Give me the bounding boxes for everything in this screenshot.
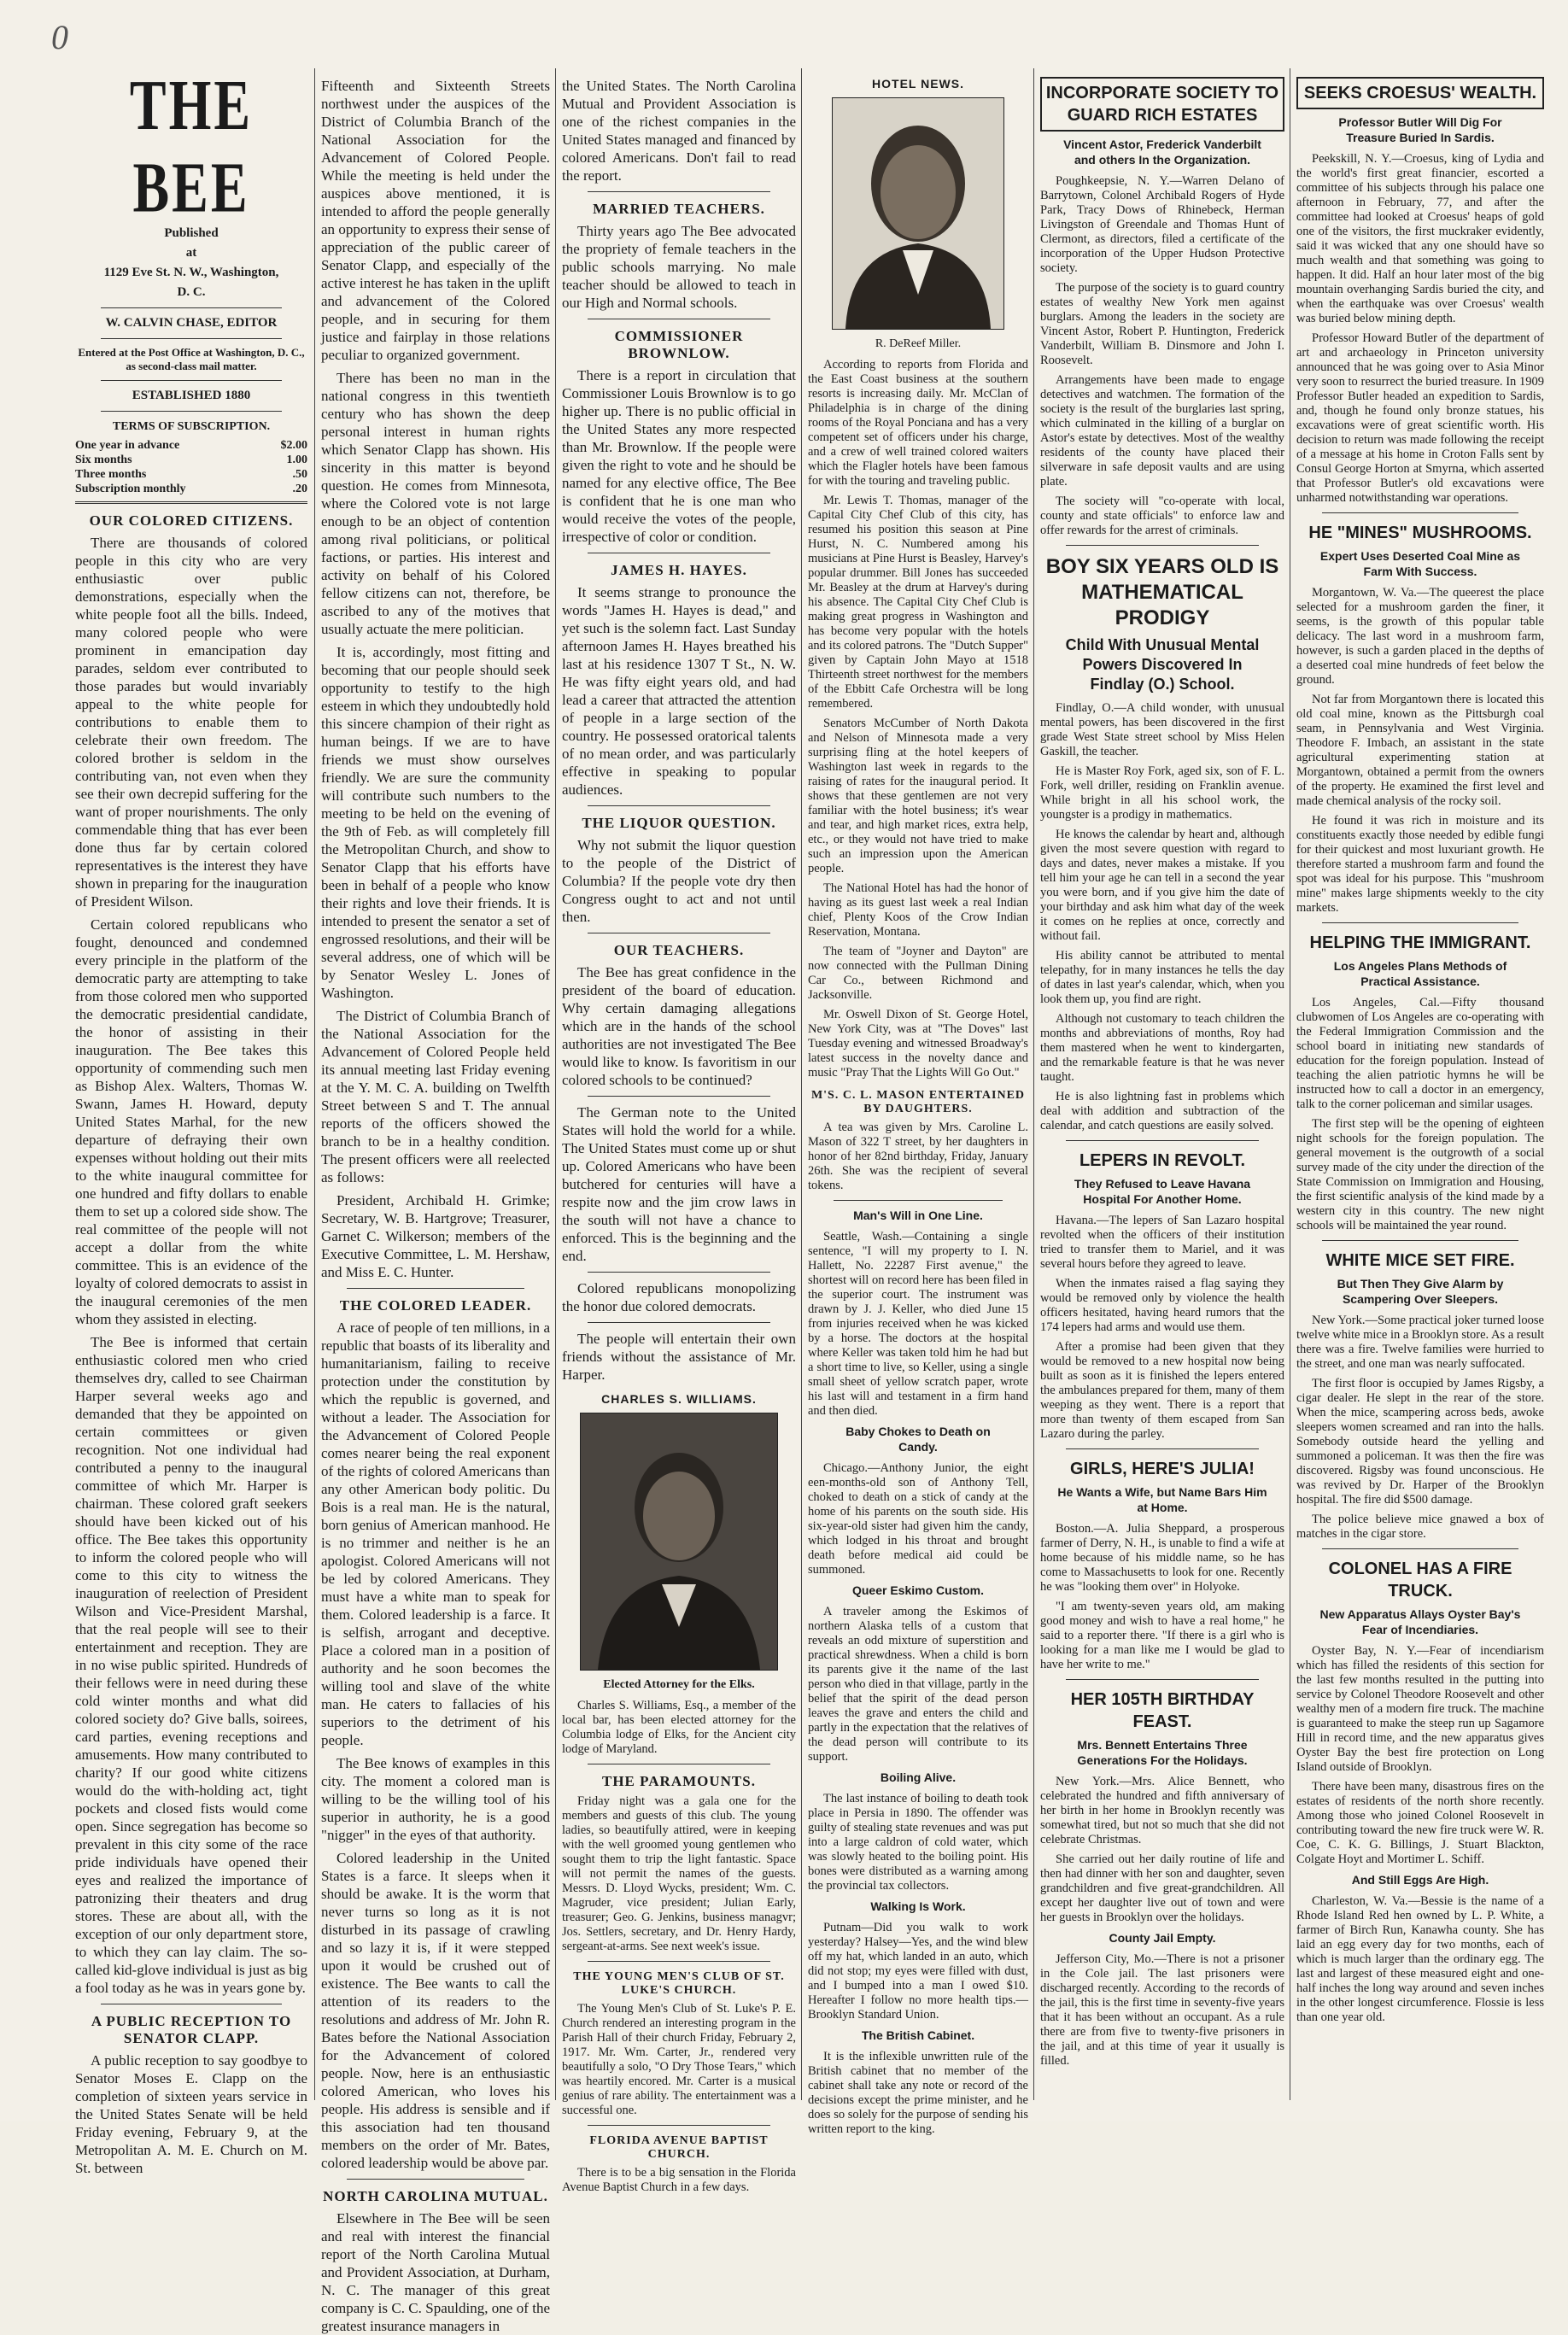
article-paragraph: His ability cannot be attributed to mental telepathy, for in many instances he tells the day of dates in last year's calendar, which, when you look them up, you find are right. [1040, 949, 1284, 1006]
subheadline: But Then They Give Alarm by Scampering Over Sleepers. [1337, 1277, 1504, 1306]
article-paragraph: When the inmates raised a flag saying they would be removed only by violence the health officers hesitated, having heard rumors that the 174 lepers had arms and would use them. [1040, 1277, 1284, 1334]
article-paragraph: It seems strange to pronounce the words "James H. Hayes is dead," and yet such is the solemn fact. Last Sunday afternoon James H. Hayes breathed his last at his residence 1307 T St., N. W. He was fifty eight years old, and had lead a career that attracted the attention of people in a large section of the country. He possessed oratorical talents of no mean order, and was particularly effective in speaking to popular audiences. [562, 584, 796, 798]
article-paragraph: The Bee has great confidence in the president of the board of education. Why certain damaging allegations which are in the hands of the school authorities are not investigated The Bee would like to know. Is favoritism in our colored schools to be continued? [562, 964, 796, 1088]
article-paragraph: Charleston, W. Va.—Bessie is the name of a Rhode Island Red hen owned by L. P. White, a farmer of Birch Run, Kanawha county. She has laid an egg every day for two months, each of which is much larger than the ordinary egg. The last and largest of these measured eight and one-half inches the long way around and seven inches in the other longest circumference. Flossie is less than one year old. [1296, 1894, 1544, 2024]
article-paragraph: A race of people of ten millions, in a republic that boasts of its liberality and humanitarianism, failing to receive protection under the constitution by which the republic is governed, and without a leader. The Association for the Advancement of Colored People comes nearer being the real exponent of the rights of colored Americans than any other American body politic. Du Bois is a real man. He is the natural, born genius of American manhood. He is no trimmer and neither is he an apologist. Colored Americans will not be led by colored Americans. They must have a white man to speak for them. Colored leadership is a farce. It is selfish, arrogant and deceptive. Place a colored man in a position of authority and he soon becomes the willing tool and slave of the white man. He caters to fallacies of his superiors to the detriment of his people. [321, 1320, 550, 1748]
masthead-title: THE BEE [129, 66, 254, 227]
column-rule [555, 68, 556, 2100]
headline: GIRLS, HERE'S JULIA! [1070, 1460, 1255, 1478]
article-paragraph: Morgantown, W. Va.—The queerest the place selected for a mushroom garden the finer, it seems, is the growth of this popular table delicacy. The last word in a mushroom farm, however, is such a garden placed in the depths of a deserted coal mine hundreds of feet below the ground. [1296, 586, 1544, 687]
subheadline: Mrs. Bennett Entertains Three Generations For the Holidays. [1077, 1738, 1248, 1767]
article-paragraph: Poughkeepsie, N. Y.—Warren Delano of Barrytown, Colonel Archibald Rogers of Hyde Park, Tracy Dows of Rhinebeck, Herman Livingston of Greendale and Thomas Hunt of Clermont, as directors, filed a certificate of the incorporation of the Upper Hudson Protective society. [1040, 174, 1284, 275]
article-paragraph: The National Hotel has had the honor of having as its guest last week a real Indian chief, Plenty Koos of the Crow Indian Reservation, Montana. [808, 881, 1028, 939]
masthead-entered: Entered at the Post Office at Washington, D. C., as second-class mail matter. [78, 346, 305, 372]
portrait-silhouette-icon [581, 1413, 777, 1670]
article-paragraph: the United States. The North Carolina Mutual and Provident Association is one of the richest companies in the United States managed and financed by colored Americans. Don't fail to read the report. [562, 78, 796, 184]
article-paragraph: The last instance of boiling to death took place in Persia in 1890. The offender was guilty of stealing state revenues and was put into a large caldron of cold water, which was slowly heated to the boiling point. His bones were distributed as a warning among the provincial tax collectors. [808, 1792, 1028, 1893]
column-3 [562, 77, 796, 2194]
article-paragraph: A traveler among the Eskimos of northern Alaska tells of a custom that reveals an odd mixture of superstition and practical shrewdness. When a child is born its parents give it the name of the last person who died in that village, partly in the belief that the spirit of the dead person leaves the grave and enters the child and partly in the expectation that the relatives of the dead person will contribute to its support. [808, 1605, 1028, 1764]
headline: HOTEL NEWS. [872, 77, 964, 91]
subheadline: New Apparatus Allays Oyster Bay's Fear of Incendiaries. [1319, 1607, 1521, 1636]
article-paragraph: Los Angeles, Cal.—Fifty thousand clubwomen of Los Angeles are co-operating with the Federal Immigration Commission and the school board in initiating new standards of education for the foreign population. Instead of teaching the alien patriotic hymns he will be instructed how to call a doctor in an emergency, talk to the corner policeman and similar usages. [1296, 996, 1544, 1111]
photo-title: CHARLES S. WILLIAMS. [601, 1392, 757, 1406]
article-paragraph: Colored republicans monopolizing the honor due colored democrats. [562, 1280, 796, 1314]
article-paragraph: Havana.—The lepers of San Lazaro hospital revolted when the officers of their institution tried to transfer them to Mariel, and it was several hours before they agreed to leave. [1040, 1214, 1284, 1271]
masthead-at: at [185, 246, 197, 260]
photo-caption: Elected Attorney for the Elks. [603, 1678, 755, 1691]
terms-row: Six months 1.00 [75, 454, 307, 466]
article-paragraph: The Young Men's Club of St. Luke's P. E. Church rendered an interesting program in the Parish Hall of their church Friday, February 2, 1917. Mr. Wm. Carter, Jr., rendered very beautifully a solo, "O Dry Those Tears," which was heartily encored. Mr. Carter is a musical genius of rare ability. The entertainment was a successful one. [562, 2002, 796, 2117]
headline: County Jail Empty. [1109, 1931, 1216, 1945]
headline: Man's Will in One Line. [853, 1208, 983, 1222]
photo-caption: R. DeReef Miller. [875, 337, 962, 350]
article-paragraph: According to reports from Florida and the East Coast business at the southern resorts is increasing daily. Mr. McClan of Philadelphia is in charge of the dining rooms of the Royal Ponciana and has a very competent set of officers under his charge, and a crew of well trained colored waiters which the Flagler hotels have been famous for with the touring and traveling public. [808, 358, 1028, 488]
headline: THE COLORED LEADER. [339, 1297, 532, 1314]
article-paragraph: President, Archibald H. Grimke; Secretary, W. B. Hartgrove; Treasurer, Garnet C. Wilkerson; members of the Executive Committee, L. M. Hershaw, and Miss E. C. Hunter. [321, 1192, 550, 1280]
subheadline: Professor Butler Will Dig For Treasure Buried In Sardis. [1338, 115, 1502, 144]
column-rule [314, 68, 315, 2100]
article-paragraph: It is the inflexible unwritten rule of the British cabinet that no member of the cabinet shall take any note or record of the decisions except the prime minister, and he does so solely for the purpose of sending his written report to the king. [808, 2050, 1028, 2136]
article-paragraph: There is a report in circulation that Commissioner Louis Brownlow is to go higher up. There is no public official in the United States any more respected than Mr. Brownlow. If the people were given the right to vote and he should be named for any elective office, The Bee is confident that he is one man who would receive the votes of the people, irrespective of color or condition. [562, 367, 796, 545]
headline: SEEKS CROESUS' WEALTH. [1303, 84, 1537, 102]
subheadline: Expert Uses Deserted Coal Mine as Farm With Success. [1319, 549, 1521, 578]
headline: LEPERS IN REVOLT. [1079, 1151, 1246, 1170]
headline: M'S. C. L. MASON ENTERTAINED BY DAUGHTERS. [810, 1089, 1026, 1115]
headline: COLONEL HAS A FIRE TRUCK. [1328, 1560, 1512, 1601]
portrait-silhouette-icon [833, 98, 1003, 329]
subheadline: They Refused to Leave Havana Hospital For Another Home. [1074, 1177, 1251, 1206]
article-paragraph: The first step will be the opening of eighteen night schools for the foreign population. The general movement is the outgrowth of a social survey made of the city under the direction of the State Commission on Immigration and Housing, the first scientific analysis of the kind made by a western city in this country. The new night schools will be maintained the year round. [1296, 1117, 1544, 1232]
terms-row: Subscription monthly .20 [75, 483, 307, 495]
article-paragraph: He is Master Roy Fork, aged six, son of F. L. Fork, well driller, residing on Franklin avenue. While bright in all his school work, the youngster is a prodigy in mathematics. [1040, 764, 1284, 822]
article-paragraph: After a promise had been given that they would be removed to a new hospital now being built as soon as it is finished the lepers entered the ambulances prepared for them, many of them weeping as they went. There is a report that more than twenty of them escaped from San Lazaro during the parley. [1040, 1340, 1284, 1441]
column-rule [801, 68, 802, 2100]
column-6 [1296, 77, 1544, 2096]
article-paragraph: The people will entertain their own friends without the assistance of Mr. Harper. [562, 1331, 796, 1383]
article-paragraph: Mr. Lewis T. Thomas, manager of the Capital City Chef Club of this city, has resumed his position this season at Pine Hurst, N. C. Numbered among his musicians at Pine Hurst is Beasley, Harvey's popular drummer. Bill Jones has succeeded Mr. Beasley at the drum at Harvey's during his absence. The Capital City Chef Club is making great progress in Washington and has become very popular with the hotels and its colored patrons. The "Dutch Supper" given by Captain John Mayo at 1518 Thirteenth street northwest for the members of the Ebbitt Cafe Orchestra will be long remembered. [808, 494, 1028, 711]
article-paragraph: The District of Columbia Branch of the National Association for the Advancement of Colored People held its annual meeting last Friday evening at the Y. M. C. A. building on Twelfth Street between S and T. The annual reports of the officers showed the branch to be in a healthy condition. The present officers were all reelected as follows: [321, 1008, 550, 1185]
article-paragraph: There are thousands of colored people in this city who are very enthusiastic over public demonstrations, especially when the white people foot all the bills. Indeed, many colored people who were prominent in emancipation day parades, seldom ever contributed to those parades but would invariably appeal to the white people for contributions to enable them to celebrate their own freedom. The colored brother is seldom in the contributing van, not even when they see their own decrepid suffering for the want of proper nourishments. The only commendable thing that has ever been done thus far by certain colored representatives is the interest they have shown in preparing for the inauguration of President Wilson. [75, 535, 307, 910]
article-paragraph: The police believe mice gnawed a box of matches in the cigar store. [1296, 1513, 1544, 1541]
article-paragraph: Why not submit the liquor question to the people of the District of Columbia? If the people vote dry then Congress ought to act and not until then. [562, 837, 796, 925]
article-paragraph: Jefferson City, Mo.—There is not a prisoner in the Cole jail. The last prisoners were discharged recently. According to the records of the jail, this is the first time in seventy-five years that it has been without an occupant. As a rule there are from five to twenty-five prisoners in the jail, and at this time of year it usually is filled. [1040, 1952, 1284, 2068]
article-paragraph: The team of "Joyner and Dayton" are now connected with the Pullman Dining Car Co., between Richmond and Jacksonville. [808, 945, 1028, 1002]
article-paragraph: Senators McCumber of North Dakota and Nelson of Minnesota made a very surprising fling at the hotel keepers of Washington last week in regards to the raising of rates for the inaugural period. It shows that these gentlemen are not very familiar with the hotel business; it's wear and tear, and high market rices, extra help, etc., or they would not have tried to make such an impression upon the American people. [808, 717, 1028, 875]
subheadline: Los Angeles Plans Methods of Practical Assistance. [1333, 959, 1507, 988]
article-paragraph: Arrangements have been made to engage detectives and watchmen. The formation of the society is the result of the burglaries last spring, which culminated in the killing of a burglar on Astor's estate by detectives. Most of the wealthy residents of the county have placed their silverware in safe deposit vaults and are using plate. [1040, 373, 1284, 489]
article-paragraph: The Bee knows of examples in this city. The moment a colored man is willing to be the willing tool of his superior in authority, he is a good "nigger" in the eyes of that authority. [321, 1755, 550, 1843]
article-paragraph: Colored leadership in the United States is a farce. It sleeps when it should be awake. It is the worm that never turns so long as it is not disturbed in its passage of crawling and so lazy it is, if it were stepped upon it would be crushed out of existence. The Bee wants to call the attention of its readers to the resolutions and address of Mr. John R. Bates before the National Association for the Advancement of colored people. Now, here is an enthusiastic colored American, who loves his people. His address is sensible and if this association had ten thousand members on the order of Mr. Bates, colored leadership would be above par. [321, 1850, 550, 2171]
terms-row: One year in advance $2.00 [75, 439, 307, 452]
subheadline: He Wants a Wife, but Name Bars Him at Home. [1057, 1485, 1267, 1514]
headline: HELPING THE IMMIGRANT. [1309, 933, 1531, 952]
masthead-city: D. C. [177, 285, 206, 299]
portrait-photo [832, 97, 1004, 330]
headline: NORTH CAROLINA MUTUAL. [323, 2188, 548, 2204]
masthead-established: ESTABLISHED 1880 [132, 389, 251, 402]
headline: OUR TEACHERS. [613, 942, 745, 958]
headline: COMMISSIONER BROWNLOW. [614, 328, 744, 361]
article-paragraph: It is, accordingly, most fitting and becoming that our people should seek opportunity to testify to the high esteem in which they undoubtedly hold this sincere champion of their right as human beings. If we are to have friends we must show ourselves friendly. We are sure the community will contribute such numbers to the meeting to be held on the evening of the 9th of Feb. as will completely fill the Metropolitan Church, and show to Senator Clapp that his efforts have been in behalf of a people who know their rights and love their friends. It is intended to present the senator a set of engrossed resolutions, and their will be several address, one of which will be by Senator Wesley L. Jones of Washington. [321, 644, 550, 1001]
terms-title: TERMS OF SUBSCRIPTION. [112, 420, 271, 433]
headline: WHITE MICE SET FIRE. [1325, 1251, 1515, 1270]
headline: Boiling Alive. [880, 1770, 957, 1784]
headline: Baby Chokes to Death on Candy. [845, 1425, 991, 1454]
article-paragraph: Oyster Bay, N. Y.—Fear of incendiarism which has filled the residents of this section for the last few months resulted in the putting into service by Colonel Theodore Roosevelt and other wealthy men of a modern fire truck. The machine is guaranteed to make the steep run up Sagamore Hill in record time, and the new apparatus gives Oyster Bay the best fire protection on Long Island outside of Brooklyn. [1296, 1644, 1544, 1774]
article-paragraph: He found it was rich in moisture and its constituents exactly those needed by edible fungi for their quickest and most luxuriant growth. He therefore started a mushroom farm and found the spot was ideal for his purpose. This "mushroom mine" makes large shipments weekly to the city markets. [1296, 814, 1544, 915]
headline: HER 105TH BIRTHDAY FEAST. [1070, 1690, 1255, 1731]
page-number-mark: 0 [51, 18, 68, 56]
headline: THE LIQUOR QUESTION. [582, 815, 776, 831]
headline: THE YOUNG MEN'S CLUB OF ST. LUKE'S CHURCH. [573, 1970, 785, 1997]
article-paragraph: New York.—Some practical joker turned loose twelve white mice in a Brooklyn store. As a result there was a fire. Twelve families were hurried to the street, and one man was nearly suffocated. [1296, 1314, 1544, 1371]
column-4 [808, 77, 1028, 2136]
subheadline: Child With Unusual Mental Powers Discovered In Findlay (O.) School. [1065, 636, 1260, 693]
headline: The British Cabinet. [861, 2028, 975, 2042]
article-paragraph: She carried out her daily routine of life and then had dinner with her son and daughter, seven grandchildren and five great-grandchildren. All except her daughter live out of town and were her guests in Brooklyn over the holidays. [1040, 1852, 1284, 1924]
headline: JAMES H. HAYES. [611, 562, 747, 578]
article-paragraph: Seattle, Wash.—Containing a single sentence, "I will my property to I. N. Hallett, No. 22287 First avenue," the shortest will on record here has been filed in the superior court. The instrument was drawn by J. J. Keller, who died June 15 from injuries received when he was kicked by a horse. The doctors at the hospital where Keller was taken told him he had but a short time to live, so Keller, using a single small sheet of yellow scratch paper, wrote his last will and testament in a firm hand and then died. [808, 1230, 1028, 1418]
subheadline: Vincent Astor, Frederick Vanderbilt and others In the Organization. [1063, 138, 1261, 167]
column-rule [1033, 68, 1034, 2100]
article-paragraph: Elsewhere in The Bee will be seen and real with interest the financial report of the North Carolina Mutual and Provident Association, at Durham, N. C. The manager of this great company is C. C. Spaulding, one of the greatest insurance managers in [321, 2210, 550, 2334]
headline: HE "MINES" MUSHROOMS. [1308, 524, 1532, 542]
headline: FLORIDA AVENUE BAPTIST CHURCH. [589, 2134, 769, 2161]
headline: And Still Eggs Are High. [1351, 1873, 1489, 1887]
article-paragraph: Putnam—Did you walk to work yesterday? Halsey—Yes, and the wind blew off my hat, which landed in an auto, which did not stop; my eyes were filled with dust, and I bumped into a man I owed $10. Hereafter I follow no more health tips.—Brooklyn Standard Union. [808, 1921, 1028, 2022]
article-paragraph: Certain colored republicans who fought, denounced and condemned every principle in the platform of the democratic party are attempting to take from those colored men who supported the democratic presidential candidate, the honor of assisting in their inauguration. The Bee takes this opportunity of commending such men as Bishop Alex. Walters, Thomas W. Swann, James H. Howard, deputy United States Marhal, for the new departure of defraying their own expenses without holding out their mits to the white inaugural committee for one hundred and fifty dollars to enable them to set up a colored side show. The real committee of the people will not accept a dollar from the white committee. This is an evidence of the loyalty of colored democrats to assist in the inaugural ceremonies of the men whom they assisted in electing. [75, 916, 307, 1327]
article-paragraph: Boston.—A. Julia Sheppard, a prosperous farmer of Derry, N. H., is unable to find a wife at home because of his middle name, so he has come to Massachusetts to look for one. Recently he was "looking them over" in Holyoke. [1040, 1522, 1284, 1594]
terms-row: Three months .50 [75, 468, 307, 481]
article-paragraph: He is also lightning fast in problems which deal with addition and subtraction of the calendar, and catch questions are easily solved. [1040, 1090, 1284, 1132]
article-paragraph: Friday night was a gala one for the members and guests of this club. The young ladies, so beautifully attired, were in keeping with the well groomed young gentlemen who sought them to trip the light fantastic. Space will not permit the names of the guests. Messrs. D. Lloyd Wycks, president; Wm. C. Magruder, vice president; Julian Early, treasurer; Geo. G. Jenkins, business managvr; Jos. Settlers, secretary, and Dr. Henry Hardy, sergeant-at-arms. See next week's issue. [562, 1794, 796, 1953]
masthead-published: Published [164, 226, 219, 240]
article-paragraph: New York.—Mrs. Alice Bennett, who celebrated the hundred and fifth anniversary of her birth in her home in Brooklyn recently was somewhat tired, but not so much that she did not celebrate Christmas. [1040, 1775, 1284, 1846]
article-paragraph: There has been no man in the national congress in this twentieth century who has shown the deep personal interest in human rights which Senator Clapp has shown. His sincerity in this matter is beyond question. He comes from Minnesota, where the Colored vote is not large enough to be an object of contention among rival politicians, or political factions, or parties. His interest and activity on behalf of his Colored fellow citizens can not, therefore, be ascribed to any of the motives that usually actuate the mere politician. [321, 370, 550, 637]
article-paragraph: Peekskill, N. Y.—Croesus, king of Lydia and the world's first great financier, escorted a committee of his subjects through his palace one afternoon in February, 77, and after the committee had looked at Croesus' heaps of gold one of the visitors, the first muckraker evidently, said it was wicked that any one should have so much wealth and that something was going to happen. It did. Half an hour later most of the big mountain overhanging Sardis buried the city, and when the earthquake was over Croesus' wealth was buried below mining depth. [1296, 152, 1544, 325]
article-paragraph: Chicago.—Anthony Junior, the eight een-months-old son of Anthony Tell, choked to death on a stick of candy at the home of his parents on the south side. His six-year-old sister had given him the candy, which lodged in his throat and brought death before medical aid could be summoned. [808, 1461, 1028, 1577]
article-paragraph: There have been many, disastrous fires on the estates of residents of the north shore recently. Among those who joined Colonel Roosevelt in contributing toward the new fire truck were W. R. Coe, C. K. G. Billings, J. Stuart Blackton, Colgate Hoyt and Mortimer L. Schiff. [1296, 1780, 1544, 1866]
article-paragraph: The first floor is occupied by James Rigsby, a cigar dealer. He slept in the rear of the store. When the mice, scampering across beds, awoke sleepers women screamed and ran into the halls. Somebody outside heard the yelling and summoned a policeman. It was then the fire was discovered. Rigsby was found unconscious. He was revived by Dr. Harper of the Brooklyn hospital. The fire did $500 damage. [1296, 1377, 1544, 1507]
article-paragraph: The society will "co-operate with local, county and state officials" to enforce law and offer rewards for the arrest of criminals. [1040, 495, 1284, 537]
headline: A PUBLIC RECEPTION TO SENATOR CLAPP. [91, 2013, 292, 2046]
headline: MARRIED TEACHERS. [593, 201, 765, 217]
article-paragraph: Fifteenth and Sixteenth Streets northwest under the auspices of the District of Columbia Branch of the National Association for the Advancement of Colored People. While the meeting is held under the auspices above mentioned, it is intended to afford the people generally an opportunity to express their sense of appreciation of the public career of Senator Clapp, and especially of the active interest he has taken in the uplift and advancement of the Colored people, and in securing for them justice and fairplay in those relations peculiar to organized government. [321, 78, 550, 363]
masthead-address: 1129 Eve St. N. W., Washington, [103, 266, 279, 279]
headline: Walking Is Work. [870, 1899, 966, 1913]
column-1 [75, 66, 307, 2176]
column-5 [1040, 77, 1284, 2096]
article-paragraph: The Bee is informed that certain enthusiastic colored men who cried themselves dry, called to see Chairman Harper several weeks ago and demanded that they be appointed on certain committees or given recognition. Not one individual had contributed a penny to the inaugural committee of which Mr. Harper is chairman. These colored graft seekers should have been kicked out of his office. The Bee takes this opportunity to inform the colored people who will come to this city to witness the inauguration of reelection of President Wilson and Vice-President Marshal, that the real people will see to their entertainment and reception. They are in no wise public spirited. Hundreds of their fellows were in need during these cold winter months and what did colored society do? Give balls, soirees, card parties, evening receptions and amusements. How many contributed to charity? If our good white citizens would do the with-holding act, tight pockets and closed fists would come open. Since segregation has become so prevalent in this city some of the race pride individuals have opened their eyes and realized the importance of patronizing their theaters and drug stores. These are about all, with the exception of our only department store, to which they can lay claim. The so-called kid-glove individual is just as big a fool today as he was in years gone by. [75, 1334, 307, 1996]
article-paragraph: Thirty years ago The Bee advocated the propriety of female teachers in the public schools marrying. No male teacher should be allowed to teach in our High and Normal schools. [562, 223, 796, 311]
article-paragraph: A tea was given by Mrs. Caroline L. Mason of 322 T street, by her daughters in honor of her 82nd birthday, Friday, January 26th. She was the recipient of several tokens. [808, 1121, 1028, 1192]
article-paragraph: A public reception to say goodbye to Senator Moses E. Clapp on the completion of sixteen years service in the United States Senate will be held Friday evening, February 9, at the Metropolitan A. M. E. Church on M. St. between [75, 2052, 307, 2176]
article-paragraph: "I am twenty-seven years old, am making good money and wish to have a real home," he said to a reporter there. "If there is a girl who is looking for a man like me I would be glad to have her write to me." [1040, 1600, 1284, 1671]
article-paragraph: Findlay, O.—A child wonder, with unusual mental powers, has been discovered in the first grade West State street school by Miss Helen Gaskill, the teacher. [1040, 701, 1284, 758]
article-paragraph: The German note to the United States will hold the world for a while. The United States must come up or shut up. Colored Americans who have been butchered for centuries will have a respite now and the jim crow laws in the south will not have a chance to enforced. This is the beginning and the end. [562, 1104, 796, 1264]
headline: Queer Eskimo Custom. [851, 1583, 985, 1597]
article-paragraph: Although not customary to teach children the months and abbreviations of months, Roy had them mastered when he went to kindergarten, and the remarkable feature is that he was never taught. [1040, 1012, 1284, 1084]
article-paragraph: The purpose of the society is to guard country estates of wealthy New York men against burglars. Among the leaders in the society are Vincent Astor, Robert P. Huntington, Frederick Vanderbilt, William B. Dinsmore and John I. Roosevelt. [1040, 281, 1284, 367]
headline: BOY SIX YEARS OLD IS MATHEMATICAL PRODIGY [1045, 555, 1279, 629]
article-paragraph: He knows the calendar by heart and, although given the most severe question with regard to days and dates, never makes a mistake. If you tell him your age he can tell in a second the year you were born, and if you give him the date of your birthday and ask him what day of the week it comes on he replies at once, correctly and without fail. [1040, 828, 1284, 943]
article-paragraph: Mr. Oswell Dixon of St. George Hotel, New York City, was at "The Doves" last Tuesday evening and witnessed Broadway's latest success in the novelty dance and music "Pray That the Lights Will Go Out." [808, 1008, 1028, 1080]
column-2 [321, 77, 550, 2334]
article-paragraph: Professor Howard Butler of the department of art and archaeology in Princeton university announced that he was going over to Asia Minor very soon to resurrect the buried treasure. In 1909 Professor Butler headed an expedition to Sardis, and, though he found only bronze statues, his excavations were of great scientific worth. His decision to return was made following the receipt of a message at his home in Croton Falls sent by Consul George Horton at Smyrna, which asserted that Professor Butler's old excavations were unharmed notwithstanding war operations. [1296, 331, 1544, 505]
article-paragraph: Charles S. Williams, Esq., a member of the local bar, has been elected attorney for the Columbia lodge of Elks, for the Ancient city lodge of Maryland. [562, 1699, 796, 1756]
headline: OUR COLORED CITIZENS. [89, 512, 294, 529]
portrait-photo [580, 1413, 778, 1671]
headline: INCORPORATE SOCIETY TO GUARD RICH ESTATES [1045, 84, 1279, 125]
masthead-editor: W. CALVIN CHASE, EDITOR [105, 316, 278, 330]
article-paragraph: There is to be a big sensation in the Florida Avenue Baptist Church in a few days. [562, 2166, 796, 2194]
headline: THE PARAMOUNTS. [602, 1773, 756, 1789]
article-paragraph: Not far from Morgantown there is located this old coal mine, known as the Pittsburgh coal seam, in Pennsylvania and West Virginia. Theodore F. Imbach, an assistant in the state agricultural experimenting station at Morgantown, obtained a permit from the owners of the property. He examined the first level and made chemical analysis of the rocky soil. [1296, 693, 1544, 808]
